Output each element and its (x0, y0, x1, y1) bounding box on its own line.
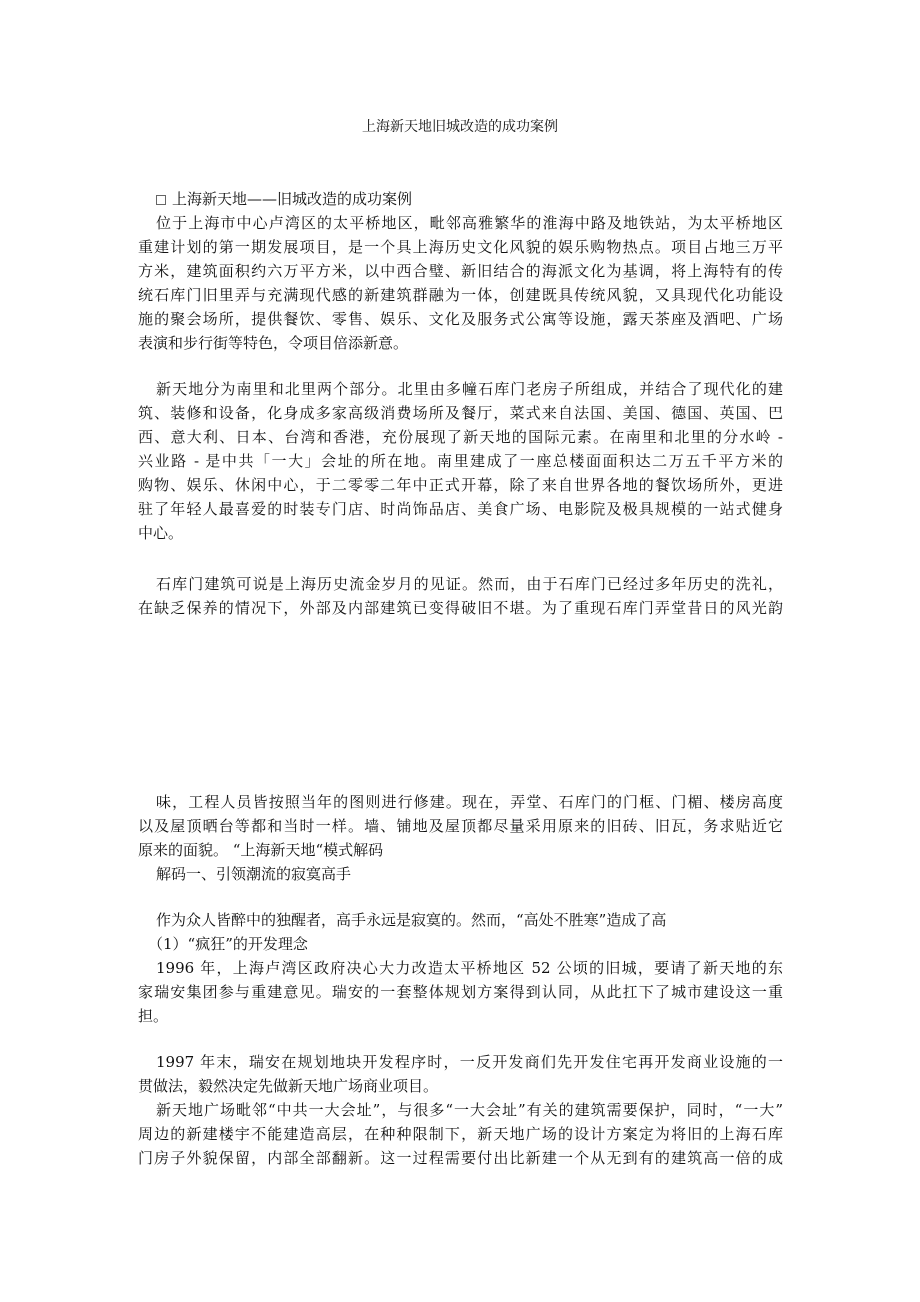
paragraph-line: 西、意大利、日本、台湾和香港，充份展现了新天地的国际元素。在南里和北里的分水岭 - (138, 428, 783, 446)
paragraph-line: 统石库门旧里弄与充满现代感的新建筑群融为一体，创建既具传统风貌，又具现代化功能设 (138, 286, 783, 304)
paragraph-line: 方米，建筑面积约六万平方米，以中西合璧、新旧结合的海派文化为基调，将上海特有的传 (138, 262, 783, 280)
paragraph-line: 中心。 (138, 524, 184, 542)
paragraph-line: 周边的新建楼宇不能建造高层，在种种限制下，新天地广场的设计方案定为将旧的上海石库 (138, 1125, 783, 1143)
paragraph-line: 在缺乏保养的情况下，外部及内部建筑已变得破旧不堪。为了重现石库门弄堂昔日的风光韵 (138, 599, 783, 617)
square-bullet-icon (156, 195, 166, 205)
paragraph-line: 担。 (138, 1007, 169, 1025)
paragraph-line: 原来的面貌。 “上海新天地“模式解码 (138, 841, 384, 859)
paragraph-line: 石库门建筑可说是上海历史流金岁月的见证。然而，由于石库门已经过多年历史的洗礼， (156, 575, 783, 593)
paragraph-line: 购物、娱乐、休闲中心，于二零零二年中正式开幕，除了来自世界各地的餐饮场所外，更进 (138, 476, 783, 494)
paragraph-line: 兴业路 - 是中共「一大」会址的所在地。南里建成了一座总楼面面积达二万五千平方米的 (138, 452, 783, 470)
paragraph-line: 施的聚会场所，提供餐饮、零售、娱乐、文化及服务式公寓等设施，露天茶座及酒吧、广场 (138, 310, 783, 328)
paragraph-line: 新天地分为南里和北里两个部分。北里由多幢石库门老房子所组成，并结合了现代化的建 (156, 380, 783, 398)
paragraph-line: 以及屋顶晒台等都和当时一样。墙、铺地及屋顶都尽量采用原来的旧砖、旧瓦，务求贴近它 (138, 817, 783, 835)
section-heading (138, 187, 783, 211)
paragraph-line: 新天地广场毗邻“中共一大会址”，与很多“一大会址”有关的建筑需要保护，同时，“一大” (156, 1101, 783, 1119)
section-title: 解码一、引领潮流的寂寞高手 (156, 865, 352, 883)
paragraph-2 (138, 377, 783, 545)
paragraph-7 (138, 1050, 783, 1170)
paragraph-line: 门房子外貌保留，内部全部翻新。这一过程需要付出比新建一个从无到有的建筑高一倍的成 (138, 1149, 783, 1167)
paragraph-line: 1996 年，上海卢湾区政府决心大力改造太平桥地区 52 公顷的旧城，要请了新天地的东 (156, 959, 783, 977)
section-heading-text: 上海新天地——旧城改造的成功案例 (172, 190, 413, 208)
paragraph-line: 家瑞安集团参与重建意见。瑞安的一套整体规划方案得到认同，从此扛下了城市建设这一重 (138, 983, 783, 1001)
paragraph-line: 1997 年末，瑞安在规划地块开发程序时，一反开发商们先开发住宅再开发商业设施的一 (156, 1053, 783, 1071)
subsection-title: （1）“疯狂”的开发理念 (148, 935, 308, 953)
paragraph-line: 味，工程人员皆按照当年的图则进行修建。现在，弄堂、石库门的门框、门楣、楼房高度 (156, 793, 783, 811)
paragraph-5 (138, 908, 783, 1028)
paragraph-line: 筑、装修和设备，化身成多家高级消费场所及餐厅，菜式来自法国、美国、德国、英国、巴 (138, 404, 783, 422)
paragraph-4 (138, 790, 783, 886)
paragraph-line: 作为众人皆醉中的独醒者，高手永远是寂寞的。然而，“高处不胜寒”造成了高 (156, 911, 667, 929)
document-title: 上海新天地旧城改造的成功案例 (362, 119, 558, 135)
paragraph-line: 表演和步行街等特色，令项目倍添新意。 (138, 334, 409, 352)
paragraph-line: 重建计划的第一期发展项目，是一个具上海历史文化风貌的娱乐购物热点。项目占地三万平 (138, 238, 783, 256)
paragraph-line: 贯做法，毅然决定先做新天地广场商业项目。 (138, 1077, 439, 1095)
paragraph-line: 驻了年轻人最喜爱的时装专门店、时尚饰品店、美食广场、电影院及极具规模的一站式健身 (138, 500, 783, 518)
paragraph-line: 位于上海市中心卢湾区的太平桥地区，毗邻高雅繁华的淮海中路及地铁站，为太平桥地区 (156, 214, 783, 232)
paragraph-3 (138, 572, 783, 620)
intro-section (138, 187, 783, 355)
